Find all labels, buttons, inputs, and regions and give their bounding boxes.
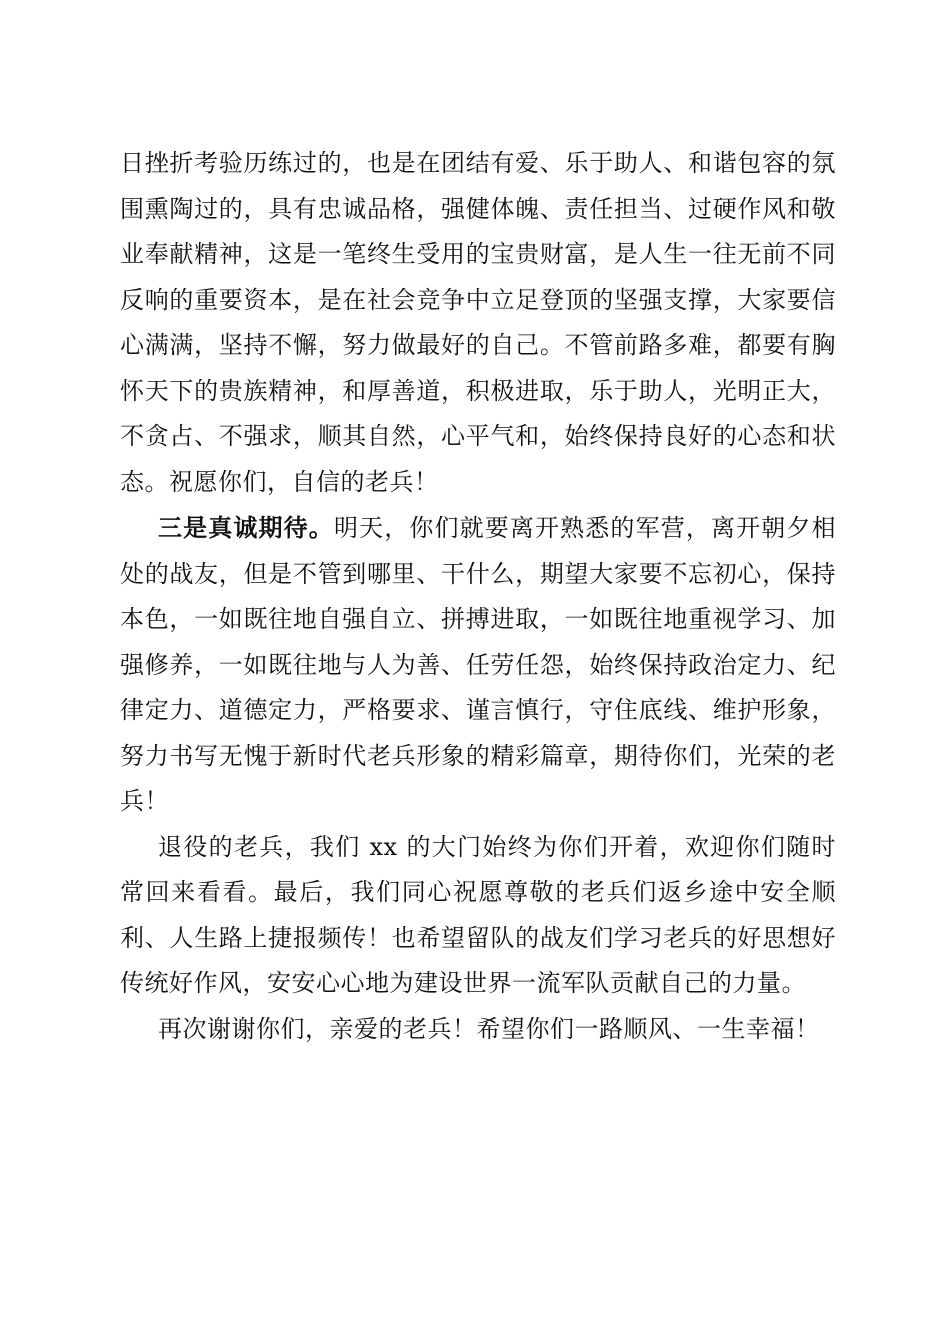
paragraph-text: 再次谢谢你们，亲爱的老兵！希望你们一路顺风、一生幸福！ — [158, 1014, 820, 1043]
paragraph-text: 退役的老兵，我们 xx 的大门始终为你们开着，欢迎你们随时常回来看看。最后，我们同心祝愿尊敬的老兵们返乡途中安全顺利、人生路上捷报频传！也希望留队的战友们学习老兵的好思想好传统好作风，安安心心地为建设世界一流军队贡献自己的力量。 — [120, 832, 836, 997]
document-body — [120, 141, 836, 1052]
paragraph-heading: 三是真诚期待。 — [158, 513, 334, 542]
paragraph-text: 明天，你们就要离开熟悉的军营，离开朝夕相处的战友，但是不管到哪里、干什么，期望大家要不忘初心，保持本色，一如既往地自强自立、拼搏进取，一如既往地重视学习、加强修养，一如既往地与人为善、任劳任怨，始终保持政治定力、纪律定力、道德定力，严格要求、谨言慎行，守住底线、维护形象，努力书写无愧于新时代老兵形象的精彩篇章，期待你们，光荣的老兵！ — [120, 514, 837, 815]
paragraph-continuation — [120, 141, 836, 505]
paragraph-closing — [120, 1007, 836, 1053]
paragraph-welcome-back — [120, 825, 836, 1007]
paragraph-sincere-expectation — [120, 505, 836, 825]
paragraph-text: 日挫折考验历练过的，也是在团结有爱、乐于助人、和谐包容的氛围熏陶过的，具有忠诚品格，强健体魄、责任担当、过硬作风和敬业奉献精神，这是一笔终生受用的宝贵财富，是人生一往无前不同反响的重要资本，是在社会竞争中立足登顶的坚强支撑，大家要信心满满，坚持不懈，努力做最好的自己。不管前路多难，都要有胸怀天下的贵族精神，和厚善道，积极进取，乐于助人，光明正大，不贪占、不强求，顺其自然，心平气和，始终保持良好的心态和状态。祝愿你们，自信的老兵！ — [120, 149, 836, 496]
